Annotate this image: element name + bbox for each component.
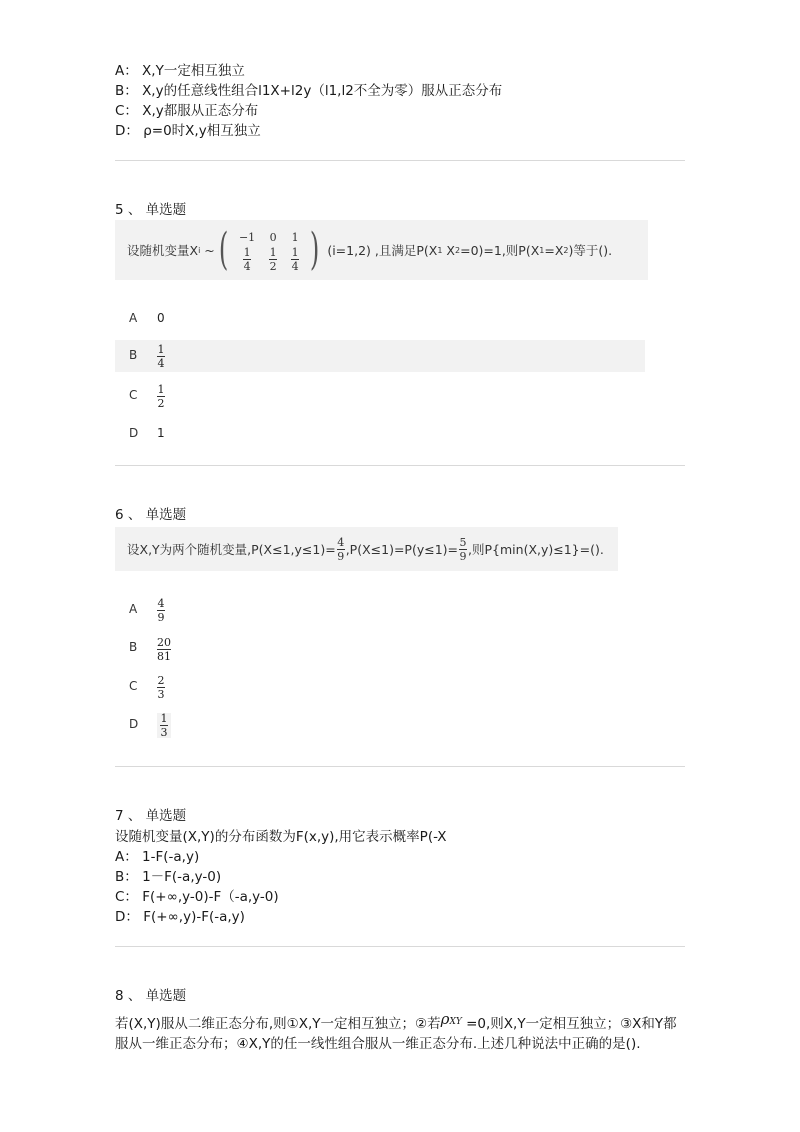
q6-option-b[interactable]: B $\frac{20}{81}$: [129, 635, 171, 663]
q7-option-b[interactable]: B： 1－F(-a,y-0): [115, 869, 222, 885]
divider: [115, 465, 685, 466]
divider: [115, 946, 685, 947]
q6-stem-box: [115, 527, 618, 571]
q5-option-b[interactable]: B $\frac{1}{4}$: [115, 340, 645, 372]
q4-option-a[interactable]: A： X,Y一定相互独立: [115, 63, 245, 79]
q7-option-d[interactable]: D： F(+∞,y)-F(-a,y): [115, 909, 245, 925]
q5-option-a[interactable]: A 0: [129, 311, 165, 325]
rho-symbol: ρ: [440, 1010, 450, 1028]
q5-distribution-matrix: ( −1 $\frac{1}{4}$ 0 $\frac{1}{2}$ 1 $\frac{1}{4}$ ): [218, 224, 320, 275]
divider: [115, 766, 685, 767]
q7-option-a[interactable]: A： 1-F(-a,y): [115, 849, 200, 865]
q4-option-c[interactable]: C： X,y都服从正态分布: [115, 103, 259, 119]
q5-stem-box: [115, 220, 648, 280]
q5-header: 5 、 单选题: [115, 202, 187, 218]
q7-option-c[interactable]: C： F(+∞,y-0)-F（-a,y-0): [115, 889, 279, 905]
q6-option-d[interactable]: D $\frac{1}{3}$: [115, 709, 645, 741]
q7-header: 7 、 单选题: [115, 808, 187, 824]
q6-option-c[interactable]: C $\frac{2}{3}$: [129, 673, 165, 701]
q4-option-b[interactable]: B： X,y的任意线性组合l1X+l2y（l1,l2不全为零）服从正态分布: [115, 83, 503, 99]
q5-stem: 设随机变量X i ~ ( −1 $\frac{1}{4}$ 0 $\frac{1}{2}$ 1 $\frac{1}{4}$ ) (i=1,2) ,且满足P(X 1 X 2 =0)=1,则P(X 1 =X 2 )等于().: [127, 224, 613, 275]
q6-header: 6 、 单选题: [115, 507, 187, 523]
q5-option-d[interactable]: D 1: [129, 426, 165, 440]
q6-stem: 设X,Y为两个随机变量,P(X≤1,y≤1)= $\frac{4}{9}$ ,P(X≤1)=P(y≤1)= $\frac{5}{9}$ ,则P{min(X,y)≤1}=().: [127, 535, 604, 563]
q8-header: 8 、 单选题: [115, 988, 187, 1004]
q7-stem: 设随机变量(X,Y)的分布函数为F(x,y),用它表示概率P(-X: [115, 829, 447, 845]
q5-option-c[interactable]: C $\frac{1}{2}$: [129, 382, 165, 410]
q4-option-d[interactable]: D： ρ=0时X,y相互独立: [115, 123, 261, 139]
q8-stem: 若(X,Y)服从二维正态分布,则①X,Y一定相互独立；②若$\rho^{XY} =0$,则X,Y一定相互独立；③X和Y都服从一维正态分布；④X,Y的任一线性组合服从一维正态分布.上述几种说法中正确的是().: [115, 1010, 677, 1052]
divider: [115, 160, 685, 161]
q6-option-a[interactable]: A $\frac{4}{9}$: [129, 596, 165, 624]
